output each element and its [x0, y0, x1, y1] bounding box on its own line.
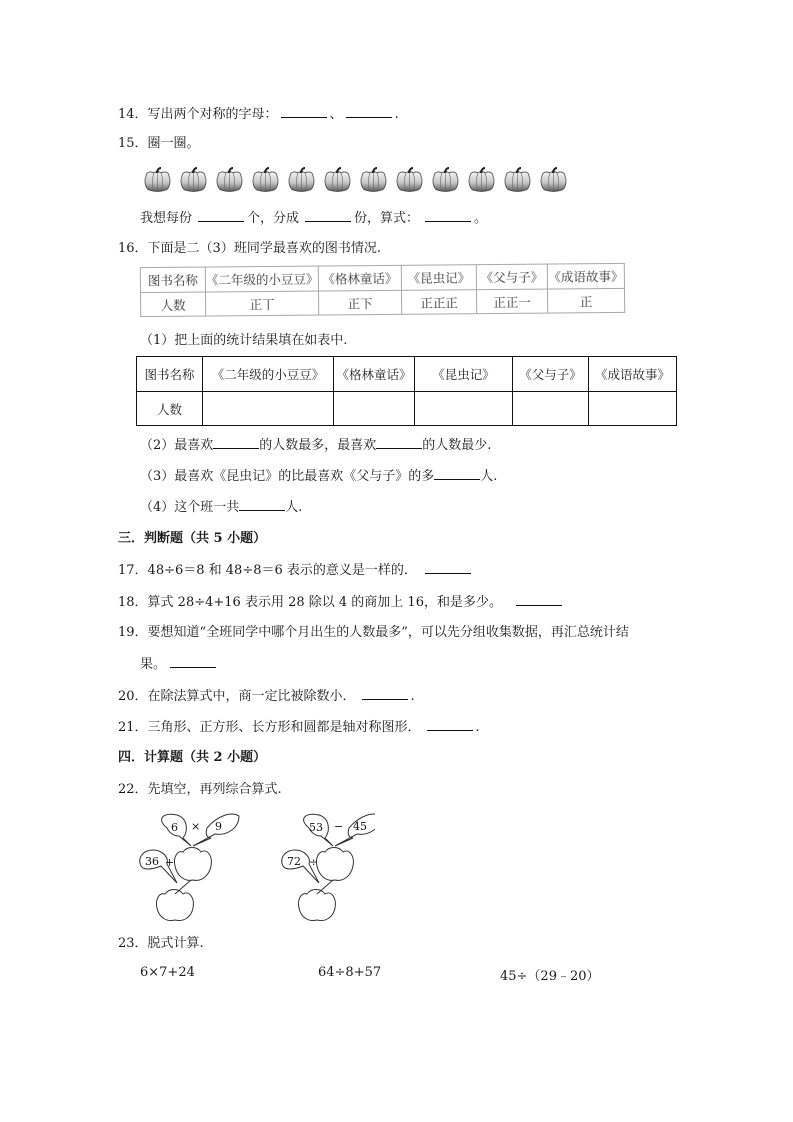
tree-2-op2: ÷: [309, 856, 319, 869]
tree-1-b: 9: [215, 820, 222, 833]
answer-blank[interactable]: [362, 687, 408, 700]
pumpkin-icon: [358, 166, 389, 192]
pumpkin-icon: [178, 166, 209, 192]
answer-table: [136, 356, 677, 426]
answer-blank[interactable]: [198, 209, 244, 222]
text: 18．算式 28÷4+16 表示用 28 除以 4 的商加上 16，和是多少。: [118, 595, 502, 610]
tally-mark: 正下: [319, 290, 402, 315]
pumpkin-row: [142, 166, 569, 192]
pumpkin-icon: [430, 166, 461, 192]
tree-2-op1: −: [334, 820, 344, 833]
tally-header: 图书名称: [140, 267, 205, 293]
pumpkin-icon: [466, 166, 497, 192]
answer-blank[interactable]: [376, 436, 422, 449]
text: 份，算式：: [354, 211, 420, 226]
calc-expression: 6×7+24: [140, 965, 195, 980]
apple-icon: [156, 890, 193, 921]
answer-blank[interactable]: [434, 467, 480, 480]
question-21: [118, 718, 480, 737]
text: 。: [474, 211, 488, 226]
tree-1-op2: +: [165, 856, 175, 869]
answer-table-book: 《二年级的小豆豆》: [203, 357, 334, 392]
question-19-cont: [140, 655, 219, 674]
answer-blank[interactable]: [427, 718, 473, 731]
text: 20．在除法算式中，商一定比被除数小．: [118, 689, 356, 704]
answer-blank[interactable]: [305, 209, 351, 222]
tally-book: 《成语故事》: [547, 263, 624, 289]
answer-cell[interactable]: [334, 392, 415, 426]
question-14-text: 14．写出两个对称的字母：: [118, 107, 278, 122]
pumpkin-icon: [214, 166, 245, 192]
answer-blank[interactable]: [239, 498, 285, 511]
question-16-sub2: [140, 436, 491, 455]
answer-blank[interactable]: [281, 105, 327, 118]
tree-1-op1: ×: [191, 820, 201, 833]
question-20: [118, 687, 415, 706]
calculation-tree-1: [140, 814, 239, 920]
pumpkin-icon: [394, 166, 425, 192]
question-16-title: 16．下面是二（3）班同学最喜欢的图书情况.: [118, 241, 381, 256]
text: 我想每份: [140, 211, 193, 226]
tree-1-a: 6: [171, 821, 178, 834]
text: （2）最喜欢: [140, 438, 214, 453]
tally-table-image: [140, 263, 625, 317]
question-22-title: 22．先填空，再列综合算式.: [118, 782, 282, 797]
text: （4）这个班一共: [140, 500, 240, 515]
answer-cell[interactable]: [415, 392, 513, 426]
answer-blank[interactable]: [170, 655, 216, 668]
answer-table-book: 《格林童话》: [334, 357, 415, 392]
section-4-title: 四．计算题（共 2 小题）: [118, 750, 267, 765]
separator: 、: [329, 107, 343, 122]
question-23-title: 23．脱式计算.: [118, 936, 204, 951]
section-3-title: 三．判断题（共 5 小题）: [118, 531, 267, 546]
period: .: [475, 720, 480, 735]
answer-table-book: 《成语故事》: [589, 357, 677, 392]
answer-blank[interactable]: [346, 105, 392, 118]
text: 人.: [480, 469, 498, 484]
question-14: [118, 105, 399, 124]
answer-blank[interactable]: [213, 436, 259, 449]
question-15-title: 15．圈一圈。: [118, 136, 200, 151]
tree-2-a: 53: [309, 821, 323, 834]
question-16-sub4: [140, 498, 302, 517]
answer-table-book: 《昆虫记》: [415, 357, 513, 392]
answer-table-header: 图书名称: [137, 357, 203, 392]
apple-icon: [298, 890, 335, 921]
text: 21．三角形、正方形、长方形和圆都是轴对称图形．: [118, 720, 421, 735]
tree-1-c: 36: [145, 855, 159, 868]
question-15-sentence: [140, 209, 487, 228]
tally-book: 《格林童话》: [318, 265, 401, 291]
calc-expression: 45÷（29﹣20）: [500, 969, 600, 984]
question-16-sub3: [140, 467, 497, 486]
answer-cell[interactable]: [513, 392, 589, 426]
tally-mark: 正: [547, 288, 624, 313]
question-19: 19．要想知道“全班同学中哪个月出生的人数最多”，可以先分组收集数据，再汇总统计结: [118, 625, 629, 640]
tree-2-b: 45: [353, 820, 367, 833]
pumpkin-icon: [322, 166, 353, 192]
answer-blank[interactable]: [516, 593, 562, 606]
pumpkin-icon: [286, 166, 317, 192]
question-16-sub1: （1）把上面的统计结果填在如表中.: [140, 333, 348, 348]
pumpkin-icon: [142, 166, 173, 192]
tally-mark: 正正正: [402, 290, 477, 315]
tally-book: 《二年级的小豆豆》: [205, 266, 318, 292]
tally-book: 《昆虫记》: [401, 265, 476, 291]
tally-mark: 正丅: [206, 291, 319, 316]
answer-blank[interactable]: [425, 561, 471, 574]
pumpkin-icon: [502, 166, 533, 192]
tree-2-c: 72: [287, 855, 301, 868]
text: （3）最喜欢《昆虫记》的比最喜欢《父与子》的多: [140, 469, 435, 484]
question-18: [118, 593, 565, 612]
tally-book: 《父与子》: [476, 264, 547, 290]
answer-blank[interactable]: [425, 209, 471, 222]
tally-mark: 正正一: [477, 289, 548, 314]
text: 的人数最少.: [422, 438, 492, 453]
apple-icon: [316, 848, 353, 881]
period: .: [410, 689, 415, 704]
answer-cell[interactable]: [589, 392, 677, 426]
calculation-trees-image: [135, 808, 375, 923]
text: 人.: [285, 500, 303, 515]
question-17: [118, 561, 474, 580]
answer-table-book: 《父与子》: [513, 357, 589, 392]
answer-table-row-label: 人数: [137, 392, 203, 426]
text: 个，分成: [247, 211, 300, 226]
text: 17．48÷6＝8 和 48÷8＝6 表示的意义是一样的．: [118, 563, 417, 578]
text: 果。: [140, 657, 167, 672]
calc-expression: 64÷8+57: [318, 965, 382, 980]
pumpkin-icon: [250, 166, 281, 192]
apple-icon: [174, 848, 211, 881]
pumpkin-icon: [538, 166, 569, 192]
period: .: [394, 107, 399, 122]
calculation-tree-2: [282, 814, 375, 920]
tally-row-label: 人数: [141, 292, 206, 317]
text: 的人数最多，最喜欢: [259, 438, 377, 453]
answer-cell[interactable]: [203, 392, 334, 426]
